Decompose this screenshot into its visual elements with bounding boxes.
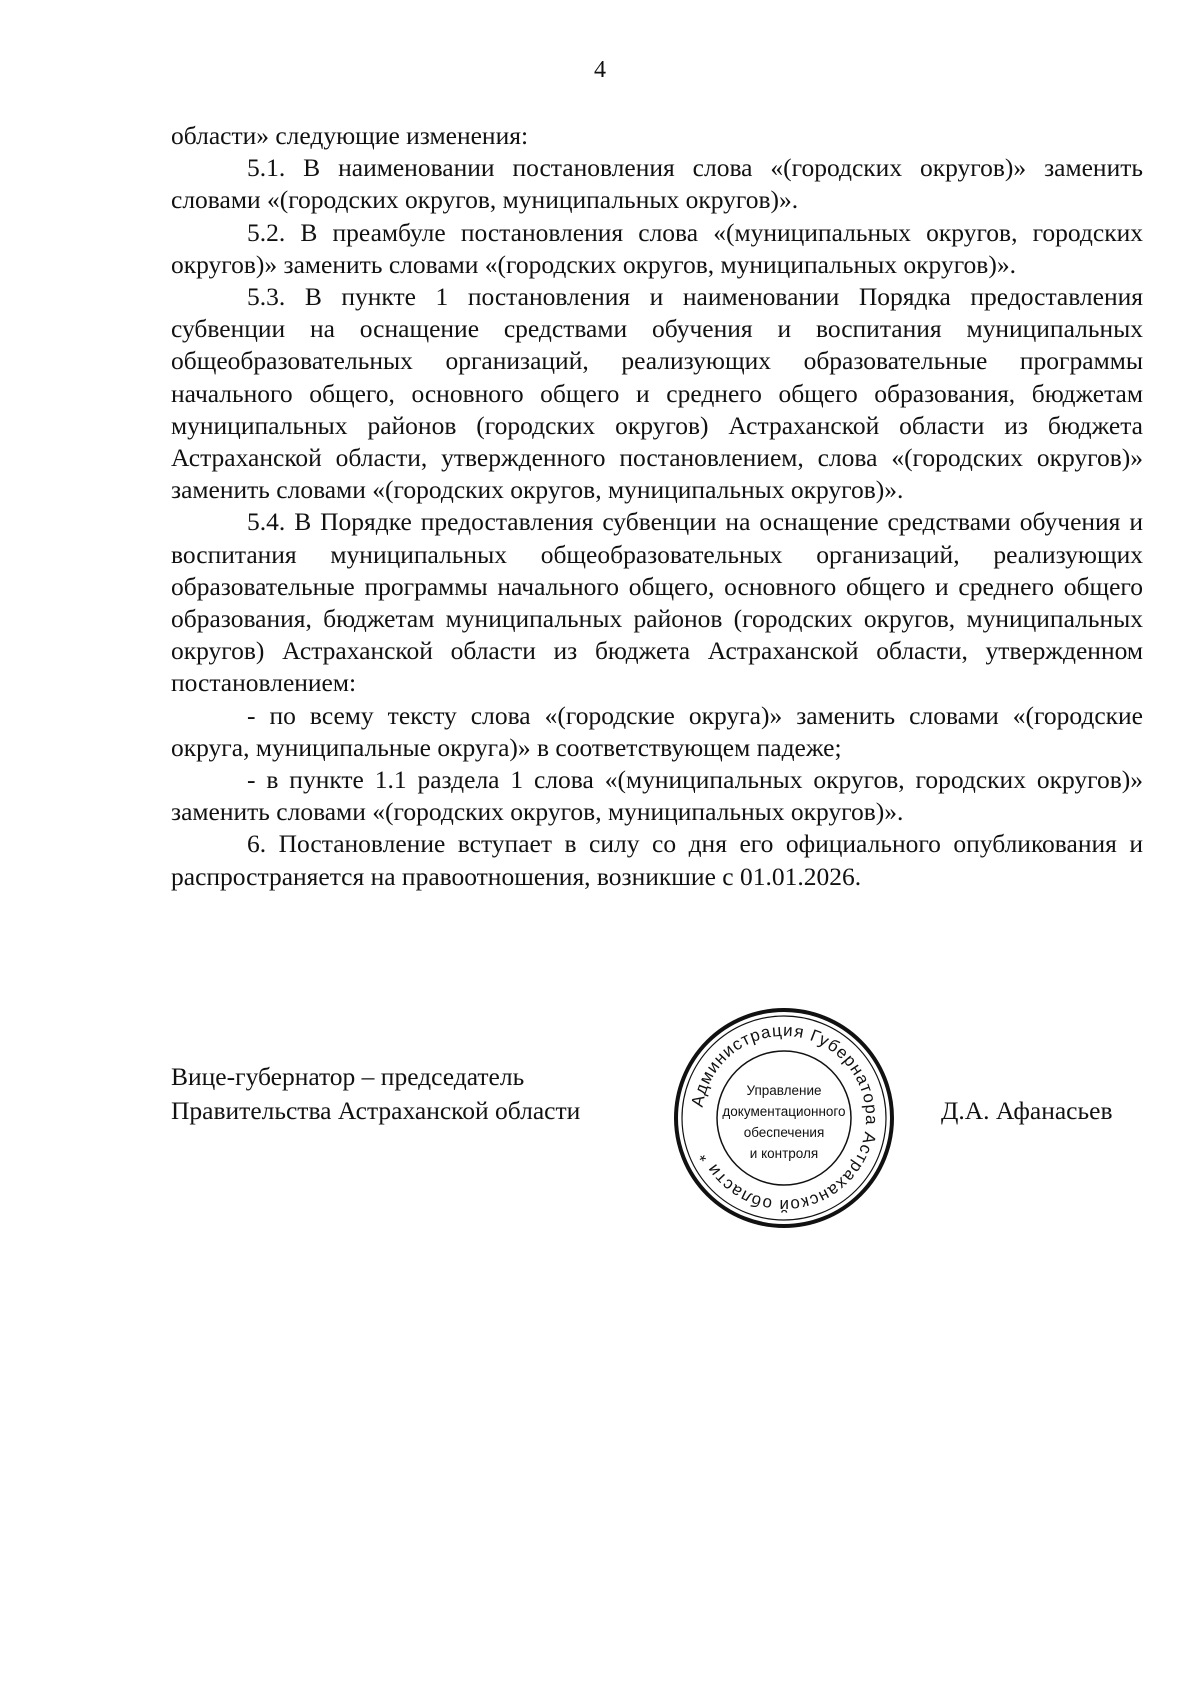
paragraph-5-4-item-1: - по всему тексту слова «(городские округа)» заменить словами «(городские округа, муниципальные округа)» в соответствующем падеже; bbox=[171, 700, 1143, 762]
paragraph-5-4: 5.4. В Порядке предоставления субвенции на оснащение средствами обучения и воспитания муниципальных общеобразовательных организаций, реализующих образовательные программы начального общего, основного общего и среднего общего образования, бюджетам муниципальных районов (городских округов, муниципальных округов) Астраханской области из бюджета Астраханской области, утвержденном постановлением: bbox=[171, 507, 1143, 698]
signatory-name: Д.А. Афанасьев bbox=[941, 1096, 1113, 1125]
paragraph-5-1: 5.1. В наименовании постановления слова «(городских округов)» заменить словами «(городских округов, муниципальных округов)». bbox=[171, 153, 1143, 215]
signatory-title bbox=[171, 1060, 580, 1128]
paragraph-6: 6. Постановление вступает в силу со дня его официального опубликования и распространяется на правоотношения, возникшие с 01.01.2026. bbox=[171, 829, 1143, 891]
signatory-title-line-2: Правительства Астраханской области bbox=[171, 1096, 581, 1125]
seal-center-line-2: документационного bbox=[722, 1104, 846, 1119]
seal-center-line-4: и контроля bbox=[749, 1146, 819, 1161]
seal-center-line-3: обеспечения bbox=[743, 1125, 825, 1140]
document-body bbox=[171, 120, 1143, 893]
paragraph-intro: области» следующие изменения: bbox=[171, 121, 529, 150]
seal-center-line-1: Управление bbox=[746, 1083, 822, 1098]
paragraph-5-2: 5.2. В преамбуле постановления слова «(муниципальных округов, городских округов)» заменить словами «(городских округов, муниципальных округов)». bbox=[171, 217, 1143, 279]
official-seal-stamp bbox=[669, 1003, 899, 1233]
seal-graphic bbox=[669, 1003, 899, 1233]
seal-ring-text: Администрация Губернатора Астраханской области * bbox=[687, 1020, 882, 1216]
signature-block bbox=[171, 1060, 1143, 1260]
signatory-title-line-1: Вице-губернатор – председатель bbox=[171, 1062, 525, 1091]
paragraph-5-3: 5.3. В пункте 1 постановления и наименовании Порядка предоставления субвенции на оснащение средствами обучения и воспитания муниципальных общеобразовательных организаций, реализующих образовательные программы начального общего, основного общего и среднего общего образования, бюджетам муниципальных районов (городских округов) Астраханской области из бюджета Астраханской области, утвержденного постановлением, слова «(городских округов)» заменить словами «(городских округов, муниципальных округов)». bbox=[171, 282, 1143, 505]
page-number: 4 bbox=[594, 57, 606, 83]
paragraph-5-4-item-2: - в пункте 1.1 раздела 1 слова «(муниципальных округов, городских округов)» заменить словами «(городских округов, муниципальных округов)». bbox=[171, 765, 1143, 827]
